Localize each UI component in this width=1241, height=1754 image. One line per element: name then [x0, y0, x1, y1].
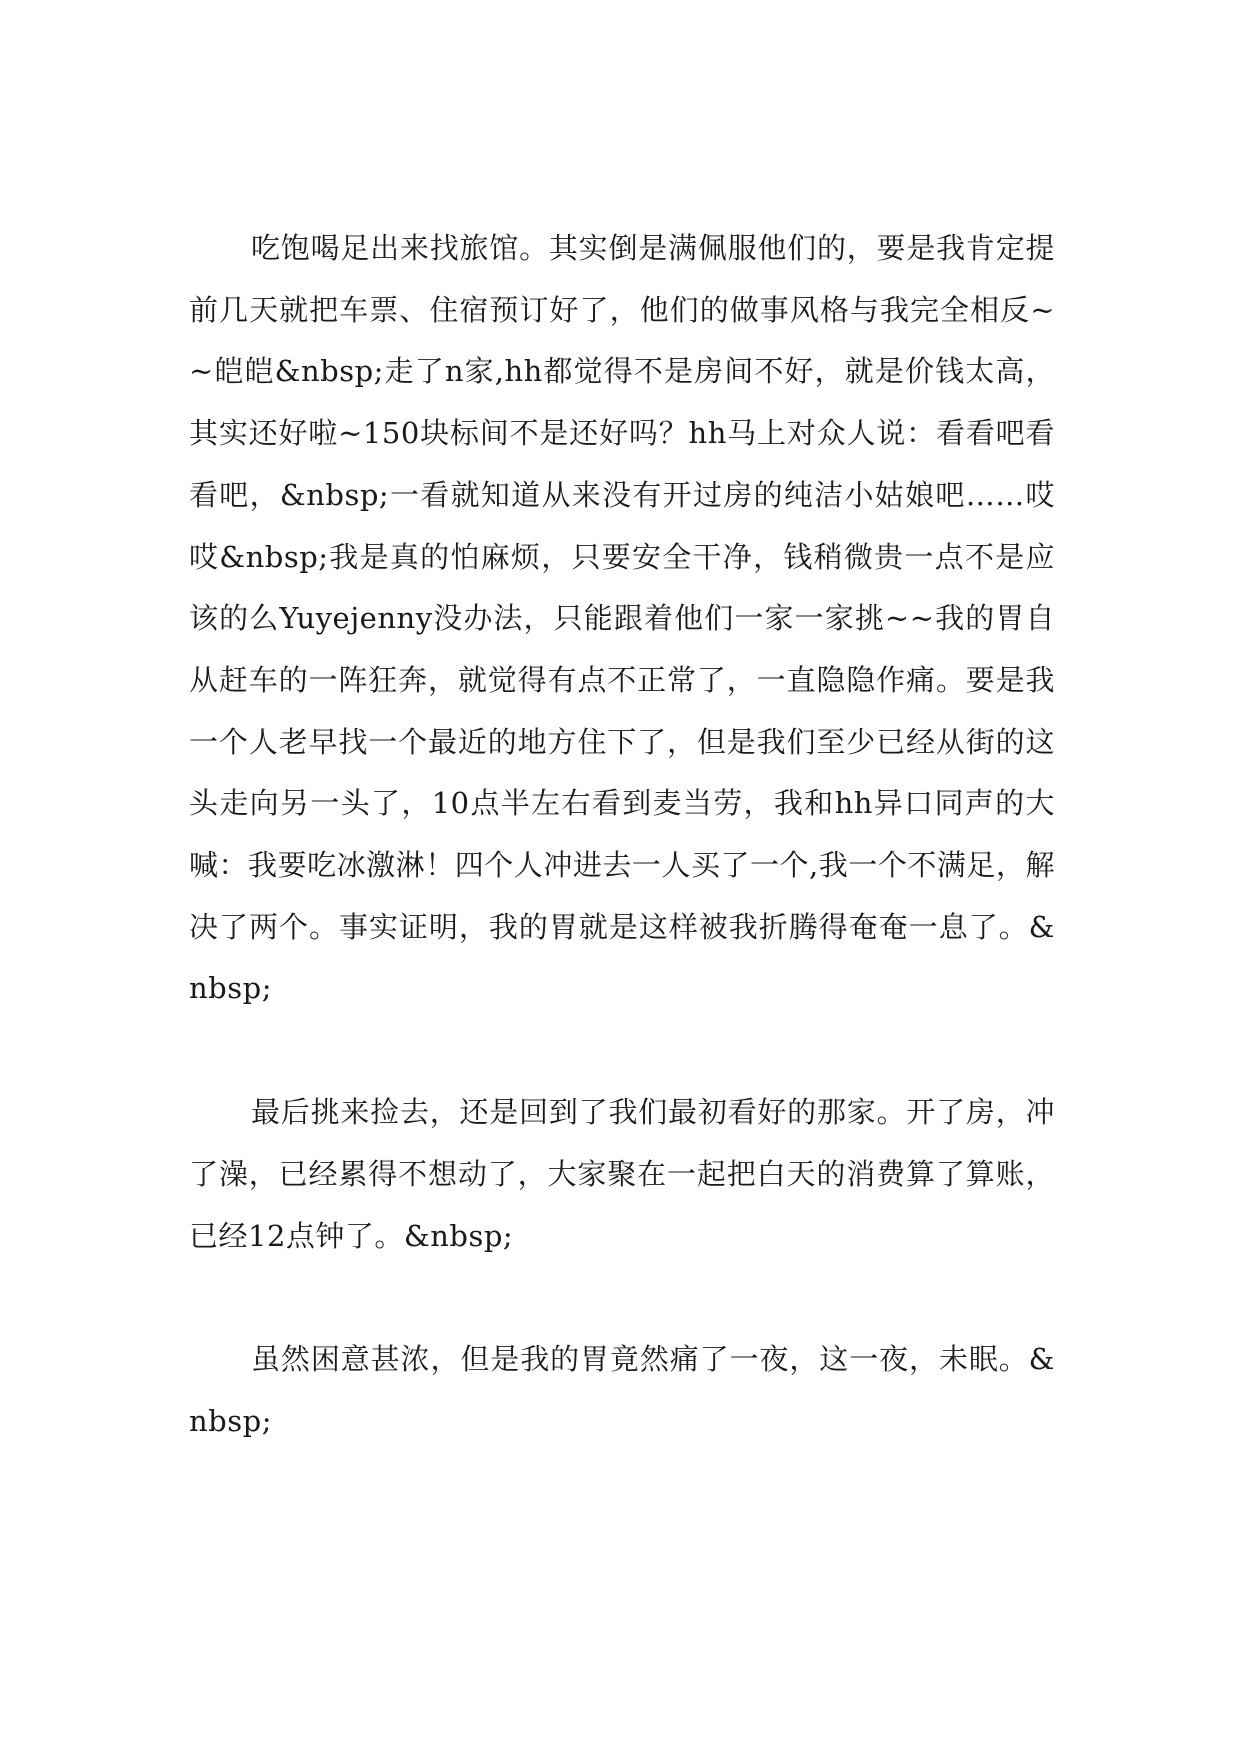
- document-body: [189, 218, 1055, 1453]
- paragraph-3: 虽然困意甚浓，但是我的胃竟然痛了一夜，这一夜，未眠。&nbsp;: [189, 1342, 1055, 1438]
- paragraph-1: 吃饱喝足出来找旅馆。其实倒是满佩服他们的，要是我肯定提前几天就把车票、住宿预订好了，他们的做事风格与我完全相反~~皑皑&nbsp;走了n家,hh都觉得不是房间不好，就是价钱太高，其实还好啦~150块标间不是还好吗？hh马上对众人说：看看吧看看吧，&nbsp;一看就知道从来没有开过房的纯洁小姑娘吧……哎哎&nbsp;我是真的怕麻烦，只要安全干净，钱稍微贵一点不是应该的么Yuyejenny没办法，只能跟着他们一家一家挑~~我的胃自从赶车的一阵狂奔，就觉得有点不正常了，一直隐隐作痛。要是我一个人老早找一个最近的地方住下了，但是我们至少已经从街的这头走向另一头了，10点半左右看到麦当劳，我和hh异口同声的大喊：我要吃冰激淋！四个人冲进去一人买了一个,我一个不满足，解决了两个。事实证明，我的胃就是这样被我折腾得奄奄一息了。&nbsp;: [189, 231, 1055, 1006]
- paragraph-2: 最后挑来捡去，还是回到了我们最初看好的那家。开了房，冲了澡，已经累得不想动了，大家聚在一起把白天的消费算了算账，已经12点钟了。&nbsp;: [189, 1095, 1055, 1253]
